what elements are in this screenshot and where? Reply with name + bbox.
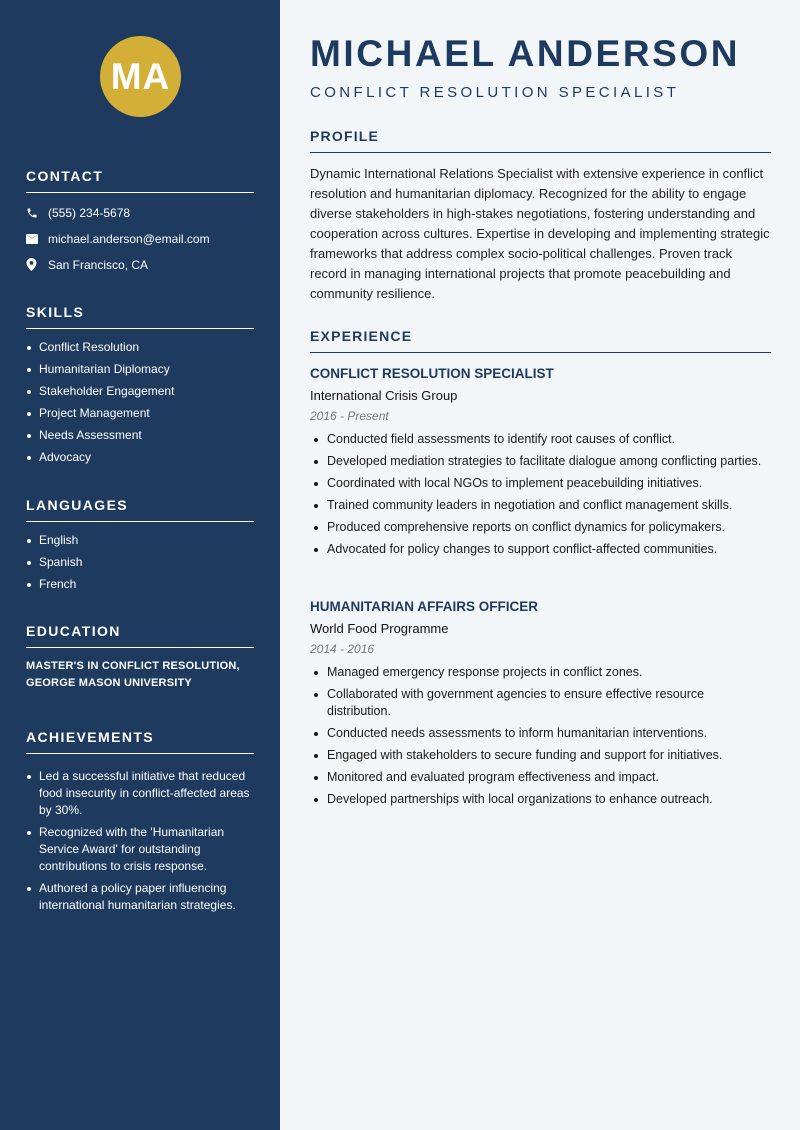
- education-degree: MASTER'S IN CONFLICT RESOLUTION, GEORGE MASON UNIVERSITY: [26, 660, 240, 689]
- candidate-name: MICHAEL ANDERSON: [310, 33, 741, 74]
- job-bullet: Conducted needs assessments to inform humanitarian interventions.: [310, 725, 771, 742]
- job-bullet: Conducted field assessments to identify root causes of conflict.: [310, 431, 771, 448]
- language-item: Spanish: [26, 554, 254, 571]
- experience-heading: EXPERIENCE: [310, 328, 771, 353]
- job-bullets: [310, 664, 771, 808]
- contact-phone-row: [26, 205, 254, 220]
- email-icon: [26, 234, 48, 244]
- job-bullet: Trained community leaders in negotiation and conflict management skills.: [310, 497, 771, 514]
- languages-heading: LANGUAGES: [26, 497, 254, 522]
- job-bullet: Developed partnerships with local organizations to enhance outreach.: [310, 791, 771, 808]
- contact-email-row[interactable]: [26, 231, 254, 246]
- skill-item: Advocacy: [26, 449, 254, 466]
- job-entry: [310, 599, 771, 813]
- avatar: MA: [100, 36, 181, 117]
- education-section: [26, 623, 254, 692]
- languages-list: [26, 532, 254, 593]
- skill-item: Needs Assessment: [26, 427, 254, 444]
- achievement-item: Recognized with the 'Humanitarian Service Award' for outstanding contributions to crisis response.: [26, 824, 254, 875]
- job-bullet: Managed emergency response projects in conflict zones.: [310, 664, 771, 681]
- skills-heading: SKILLS: [26, 304, 254, 329]
- achievements-section: [26, 729, 254, 919]
- language-item: English: [26, 532, 254, 549]
- contact-location: San Francisco, CA: [48, 257, 149, 272]
- contact-email[interactable]: michael.anderson@email.com: [48, 231, 210, 246]
- achievements-list: [26, 768, 254, 914]
- achievements-heading: ACHIEVEMENTS: [26, 729, 254, 754]
- skill-item: Humanitarian Diplomacy: [26, 361, 254, 378]
- job-bullet: Developed mediation strategies to facilitate dialogue among conflicting parties.: [310, 453, 771, 470]
- skills-list: [26, 339, 254, 466]
- skills-section: [26, 304, 254, 471]
- contact-location-row: [26, 257, 254, 272]
- skill-item: Stakeholder Engagement: [26, 383, 254, 400]
- job-title: HUMANITARIAN AFFAIRS OFFICER: [310, 599, 538, 614]
- language-item: French: [26, 576, 254, 593]
- languages-section: [26, 497, 254, 598]
- phone-icon: [26, 207, 48, 219]
- job-bullet: Engaged with stakeholders to secure funding and support for initiatives.: [310, 747, 771, 764]
- job-dates: 2014 - 2016: [310, 642, 375, 656]
- job-title: CONFLICT RESOLUTION SPECIALIST: [310, 366, 554, 381]
- job-bullet: Collaborated with government agencies to ensure effective resource distribution.: [310, 686, 771, 720]
- education-heading: EDUCATION: [26, 623, 254, 648]
- job-bullet: Produced comprehensive reports on conflict dynamics for policymakers.: [310, 519, 771, 536]
- job-company: World Food Programme: [310, 621, 449, 636]
- profile-heading: PROFILE: [310, 128, 771, 153]
- job-bullet: Coordinated with local NGOs to implement peacebuilding initiatives.: [310, 475, 771, 492]
- skill-item: Conflict Resolution: [26, 339, 254, 356]
- job-bullet: Monitored and evaluated program effectiveness and impact.: [310, 769, 771, 786]
- achievement-item: Led a successful initiative that reduced food insecurity in conflict-affected areas by 30%.: [26, 768, 254, 819]
- contact-heading: CONTACT: [26, 168, 254, 193]
- job-bullets: [310, 431, 771, 558]
- candidate-role: CONFLICT RESOLUTION SPECIALIST: [310, 84, 680, 101]
- sidebar: [0, 0, 280, 1130]
- contact-phone: (555) 234-5678: [48, 205, 131, 220]
- job-dates: 2016 - Present: [310, 409, 389, 423]
- skill-item: Project Management: [26, 405, 254, 422]
- job-bullet: Advocated for policy changes to support conflict-affected communities.: [310, 541, 771, 558]
- profile-text: Dynamic International Relations Specialist with extensive experience in conflict resolution and humanitarian diplomacy. Recognized for the ability to engage diverse stakeholders in high-stakes negotiations, fostering understanding and cooperation across cultures. Expertise in developing and implementing strategic frameworks that address complex socio-political challenges. Proven track record in managing international projects that promote peacebuilding and community resilience.: [310, 166, 770, 301]
- job-entry: [310, 366, 771, 563]
- achievement-item: Authored a policy paper influencing international humanitarian strategies.: [26, 880, 254, 914]
- contact-section: [26, 168, 254, 272]
- job-company: International Crisis Group: [310, 388, 458, 403]
- location-pin-icon: [26, 258, 48, 271]
